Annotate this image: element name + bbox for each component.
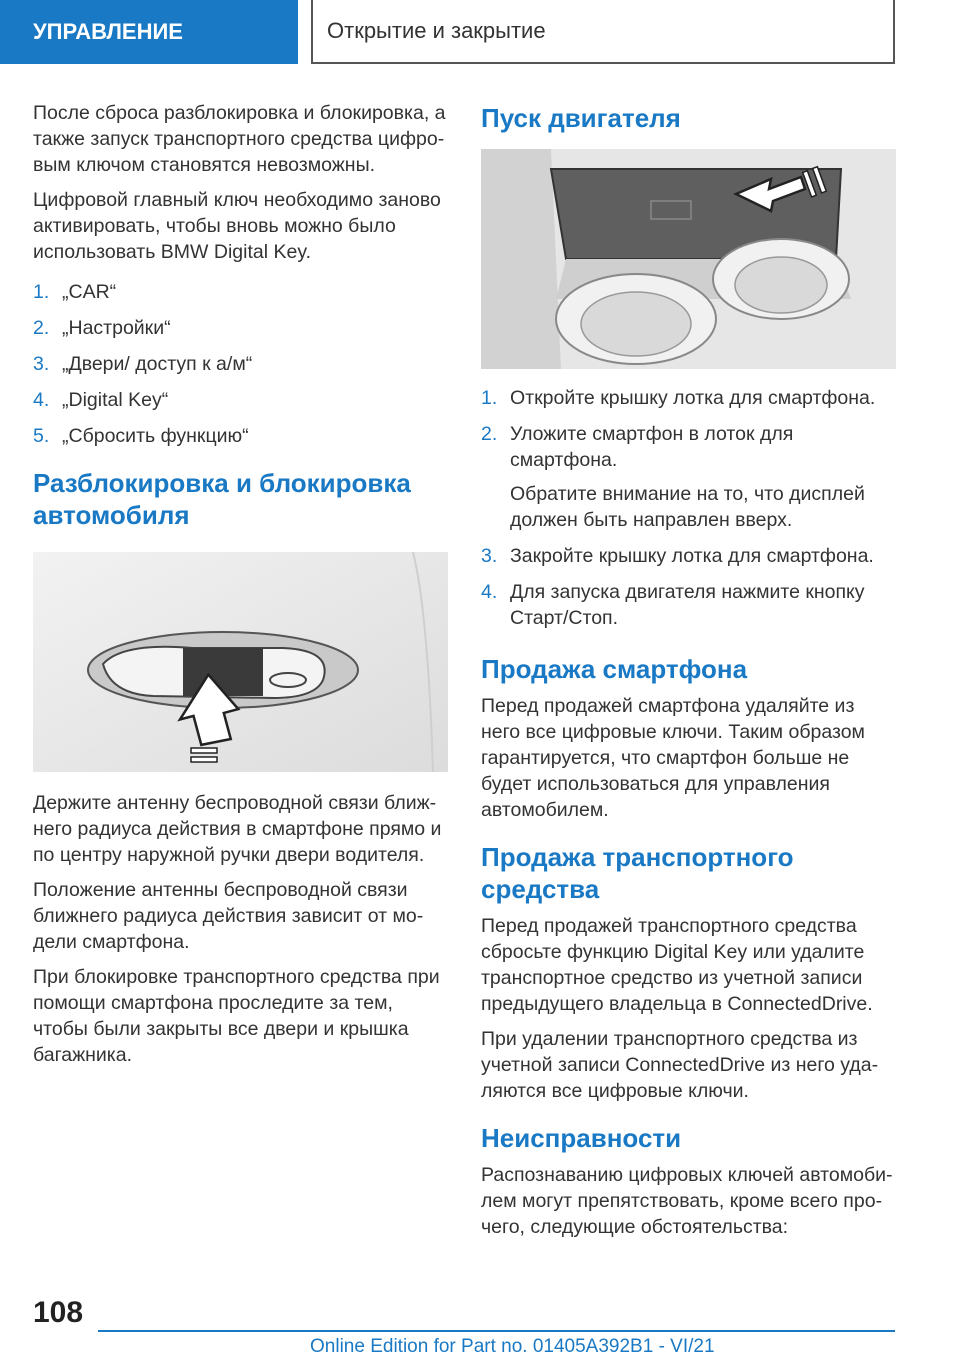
- section-tab: УПРАВЛЕНИЕ: [0, 0, 298, 64]
- heading-unlock-lock: Разблокировка и блокировка автомобиля: [33, 468, 411, 530]
- paragraph-antenna-position: Положение антенны беспроводной связи ближнего радиуса действия зависит от модели смартфона.: [33, 879, 424, 953]
- list-item: 2. „Настройки“: [33, 317, 171, 339]
- chapter-title: Открытие и закрытие: [311, 0, 895, 64]
- heading-sell-phone: Продажа смартфона: [481, 654, 748, 684]
- list-item: 4. „Digital Key“: [33, 389, 169, 411]
- list-item: 1. „CAR“: [33, 281, 117, 303]
- edition-info: Online Edition for Part no. 01405A392B1 - VI/21: [310, 1336, 715, 1357]
- phone-tray-illustration: [481, 149, 896, 369]
- reset-steps-list: [33, 279, 448, 449]
- door-handle-illustration: [33, 552, 448, 772]
- paragraph-faults: Распознаванию цифровых ключей автомобилем могут препятствовать, кроме всего прочего, следующие обстоятельства:: [481, 1164, 893, 1238]
- heading-engine-start: Пуск двигателя: [481, 103, 681, 133]
- list-item: 3. „Двери/ доступ к а/м“: [33, 353, 253, 375]
- page-number: 108: [33, 1296, 84, 1329]
- list-item: 2. Уложите смартфон в лоток для смартфона. Обратите внимание на то, что дисплей должен быть направлен вверх.: [481, 423, 865, 531]
- intro-paragraph-1: После сброса разблокировка и блокировка, а также запуск транспортного средства цифровым ключом становятся невозможны.: [33, 102, 446, 176]
- paragraph-sell-phone: Перед продажей смартфона удаляйте из него все цифровые ключи. Таким образом гарантируется, что смартфон больше не будет использоваться для управления автомобилем.: [481, 695, 865, 821]
- intro-paragraph-2: Цифровой главный ключ необходимо заново активировать, чтобы вновь можно было использовать BMW Digital Key.: [33, 189, 441, 263]
- list-item: 4. Для запуска двигателя нажмите кнопку Старт/Стоп.: [481, 581, 865, 629]
- engine-start-steps-list: [481, 385, 896, 631]
- left-column: [33, 100, 448, 1077]
- list-item: 1. Откройте крышку лотка для смартфона.: [481, 387, 876, 409]
- paragraph-lock-check: При блокировке транспортного средства при помощи смартфона проследите за тем, чтобы были закрыты все двери и крышка багажника.: [33, 966, 440, 1066]
- list-item: 5. „Сбросить функцию“: [33, 425, 249, 447]
- list-item: 3. Закройте крышку лотка для смартфона.: [481, 545, 874, 567]
- right-column: [481, 100, 896, 1249]
- footer-divider: [98, 1330, 895, 1332]
- paragraph-sell-car-2: При удалении транспортного средства из учетной записи ConnectedDrive из него удаляются все цифровые ключи.: [481, 1028, 879, 1102]
- paragraph-sell-car-1: Перед продажей транспортного средства сбросьте функцию Digital Key или удалите транспортное средство из учетной записи предыдущего владельца в ConnectedDrive.: [481, 915, 873, 1015]
- heading-faults: Неисправности: [481, 1123, 682, 1153]
- heading-sell-car: Продажа транспортного средства: [481, 842, 794, 904]
- paragraph-antenna: Держите антенну беспроводной связи ближнего радиуса действия в смартфоне прямо и по центру наружной ручки двери водителя.: [33, 792, 442, 866]
